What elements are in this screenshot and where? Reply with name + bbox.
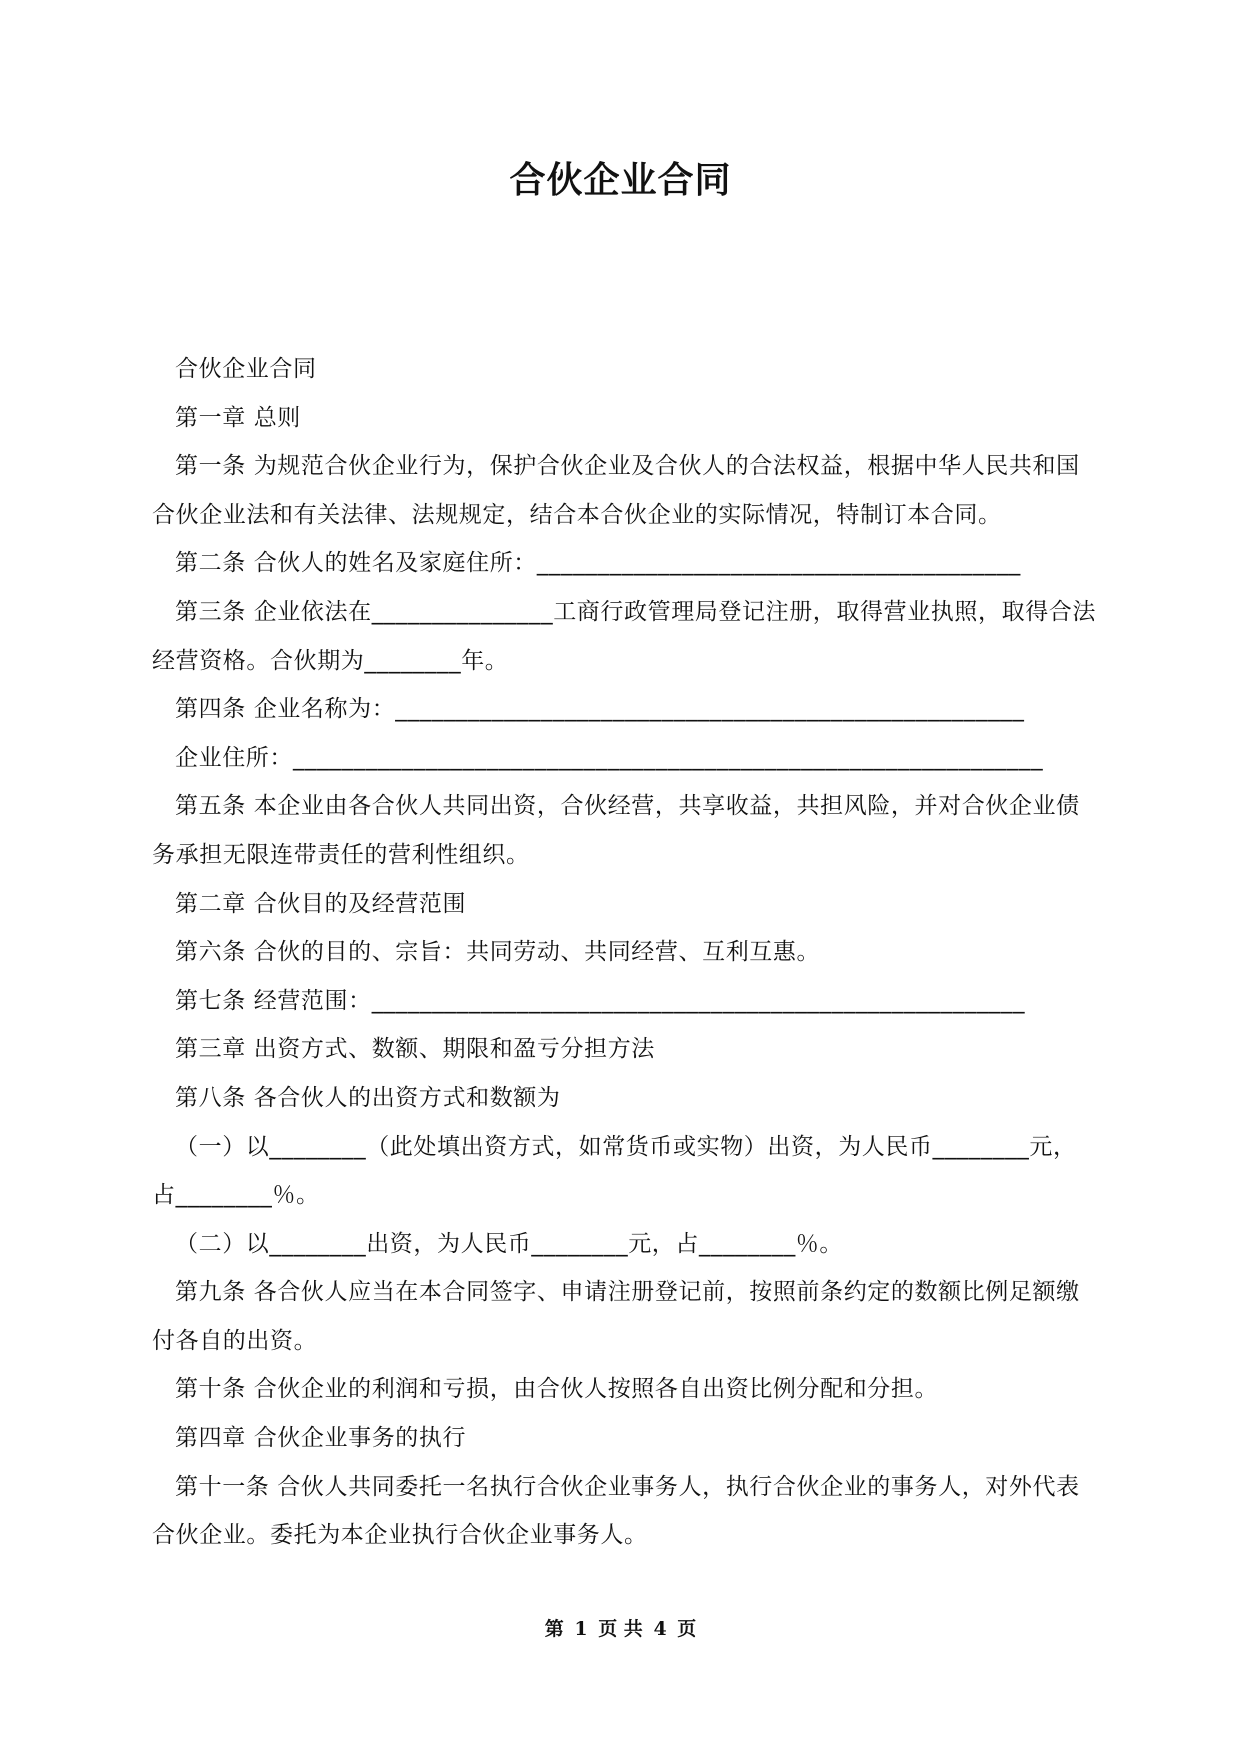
footer-prefix: 第 <box>544 1618 564 1640</box>
article-4: 第四条 企业名称为：____________________________________________________ <box>175 696 1025 723</box>
article-9: 第九条 各合伙人应当在本合同签字、申请注册登记前，按照前条约定的数额比例足额缴付各自的出资。 <box>152 1279 1080 1354</box>
article-1: 第一条 为规范合伙企业行为，保护合伙企业及合伙人的合法权益，根据中华人民共和国合伙企业法和有关法律、法规规定，结合本合伙企业的实际情况，特制订本合同。 <box>152 453 1080 528</box>
article-5: 第五条 本企业由各合伙人共同出资，合伙经营，共享收益，共担风险，并对合伙企业债务承担无限连带责任的营利性组织。 <box>152 793 1080 868</box>
footer-current-page: 1 <box>574 1618 588 1640</box>
article-4-address: 企业住所：______________________________________________________________ <box>175 744 1044 771</box>
article-7: 第七条 经营范围：______________________________________________________ <box>175 987 1026 1014</box>
article-10: 第十条 合伙企业的利润和亏损，由合伙人按照各自出资比例分配和分担。 <box>175 1376 939 1403</box>
article-8-item-2: （二）以________出资，为人民币________元，占________％。 <box>175 1230 843 1257</box>
document-title: 合伙企业合同 <box>509 160 732 201</box>
footer-suffix: 页 <box>677 1618 697 1640</box>
chapter-4-heading: 第四章 合伙企业事务的执行 <box>175 1425 467 1452</box>
footer-total-pages: 4 <box>653 1618 667 1640</box>
article-6: 第六条 合伙的目的、宗旨：共同劳动、共同经营、互利互惠。 <box>175 939 821 966</box>
article-11: 第十一条 合伙人共同委托一名执行合伙企业事务人，执行合伙企业的事务人，对外代表合伙企业。委托为本企业执行合伙企业事务人。 <box>152 1473 1080 1549</box>
article-8: 第八条 各合伙人的出资方式和数额为 <box>175 1084 561 1111</box>
chapter-3-heading: 第三章 出资方式、数额、期限和盈亏分担方法 <box>175 1036 655 1063</box>
document-body <box>152 345 1096 1560</box>
chapter-2-heading: 第二章 合伙目的及经营范围 <box>175 890 467 917</box>
article-3: 第三条 企业依法在_______________工商行政管理局登记注册，取得营业执照，取得合法经营资格。合伙期为________年。 <box>152 598 1097 674</box>
page-footer <box>0 1614 1241 1644</box>
paragraph-doc-name: 合伙企业合同 <box>175 356 317 382</box>
article-2: 第二条 合伙人的姓名及家庭住所：________________________________________ <box>175 550 1021 577</box>
chapter-1-heading: 第一章 总则 <box>175 404 301 431</box>
article-8-item-1: （一）以________（此处填出资方式，如常货币或实物）出资，为人民币________元，占________％。 <box>152 1133 1077 1209</box>
footer-middle: 页 共 <box>598 1618 643 1640</box>
